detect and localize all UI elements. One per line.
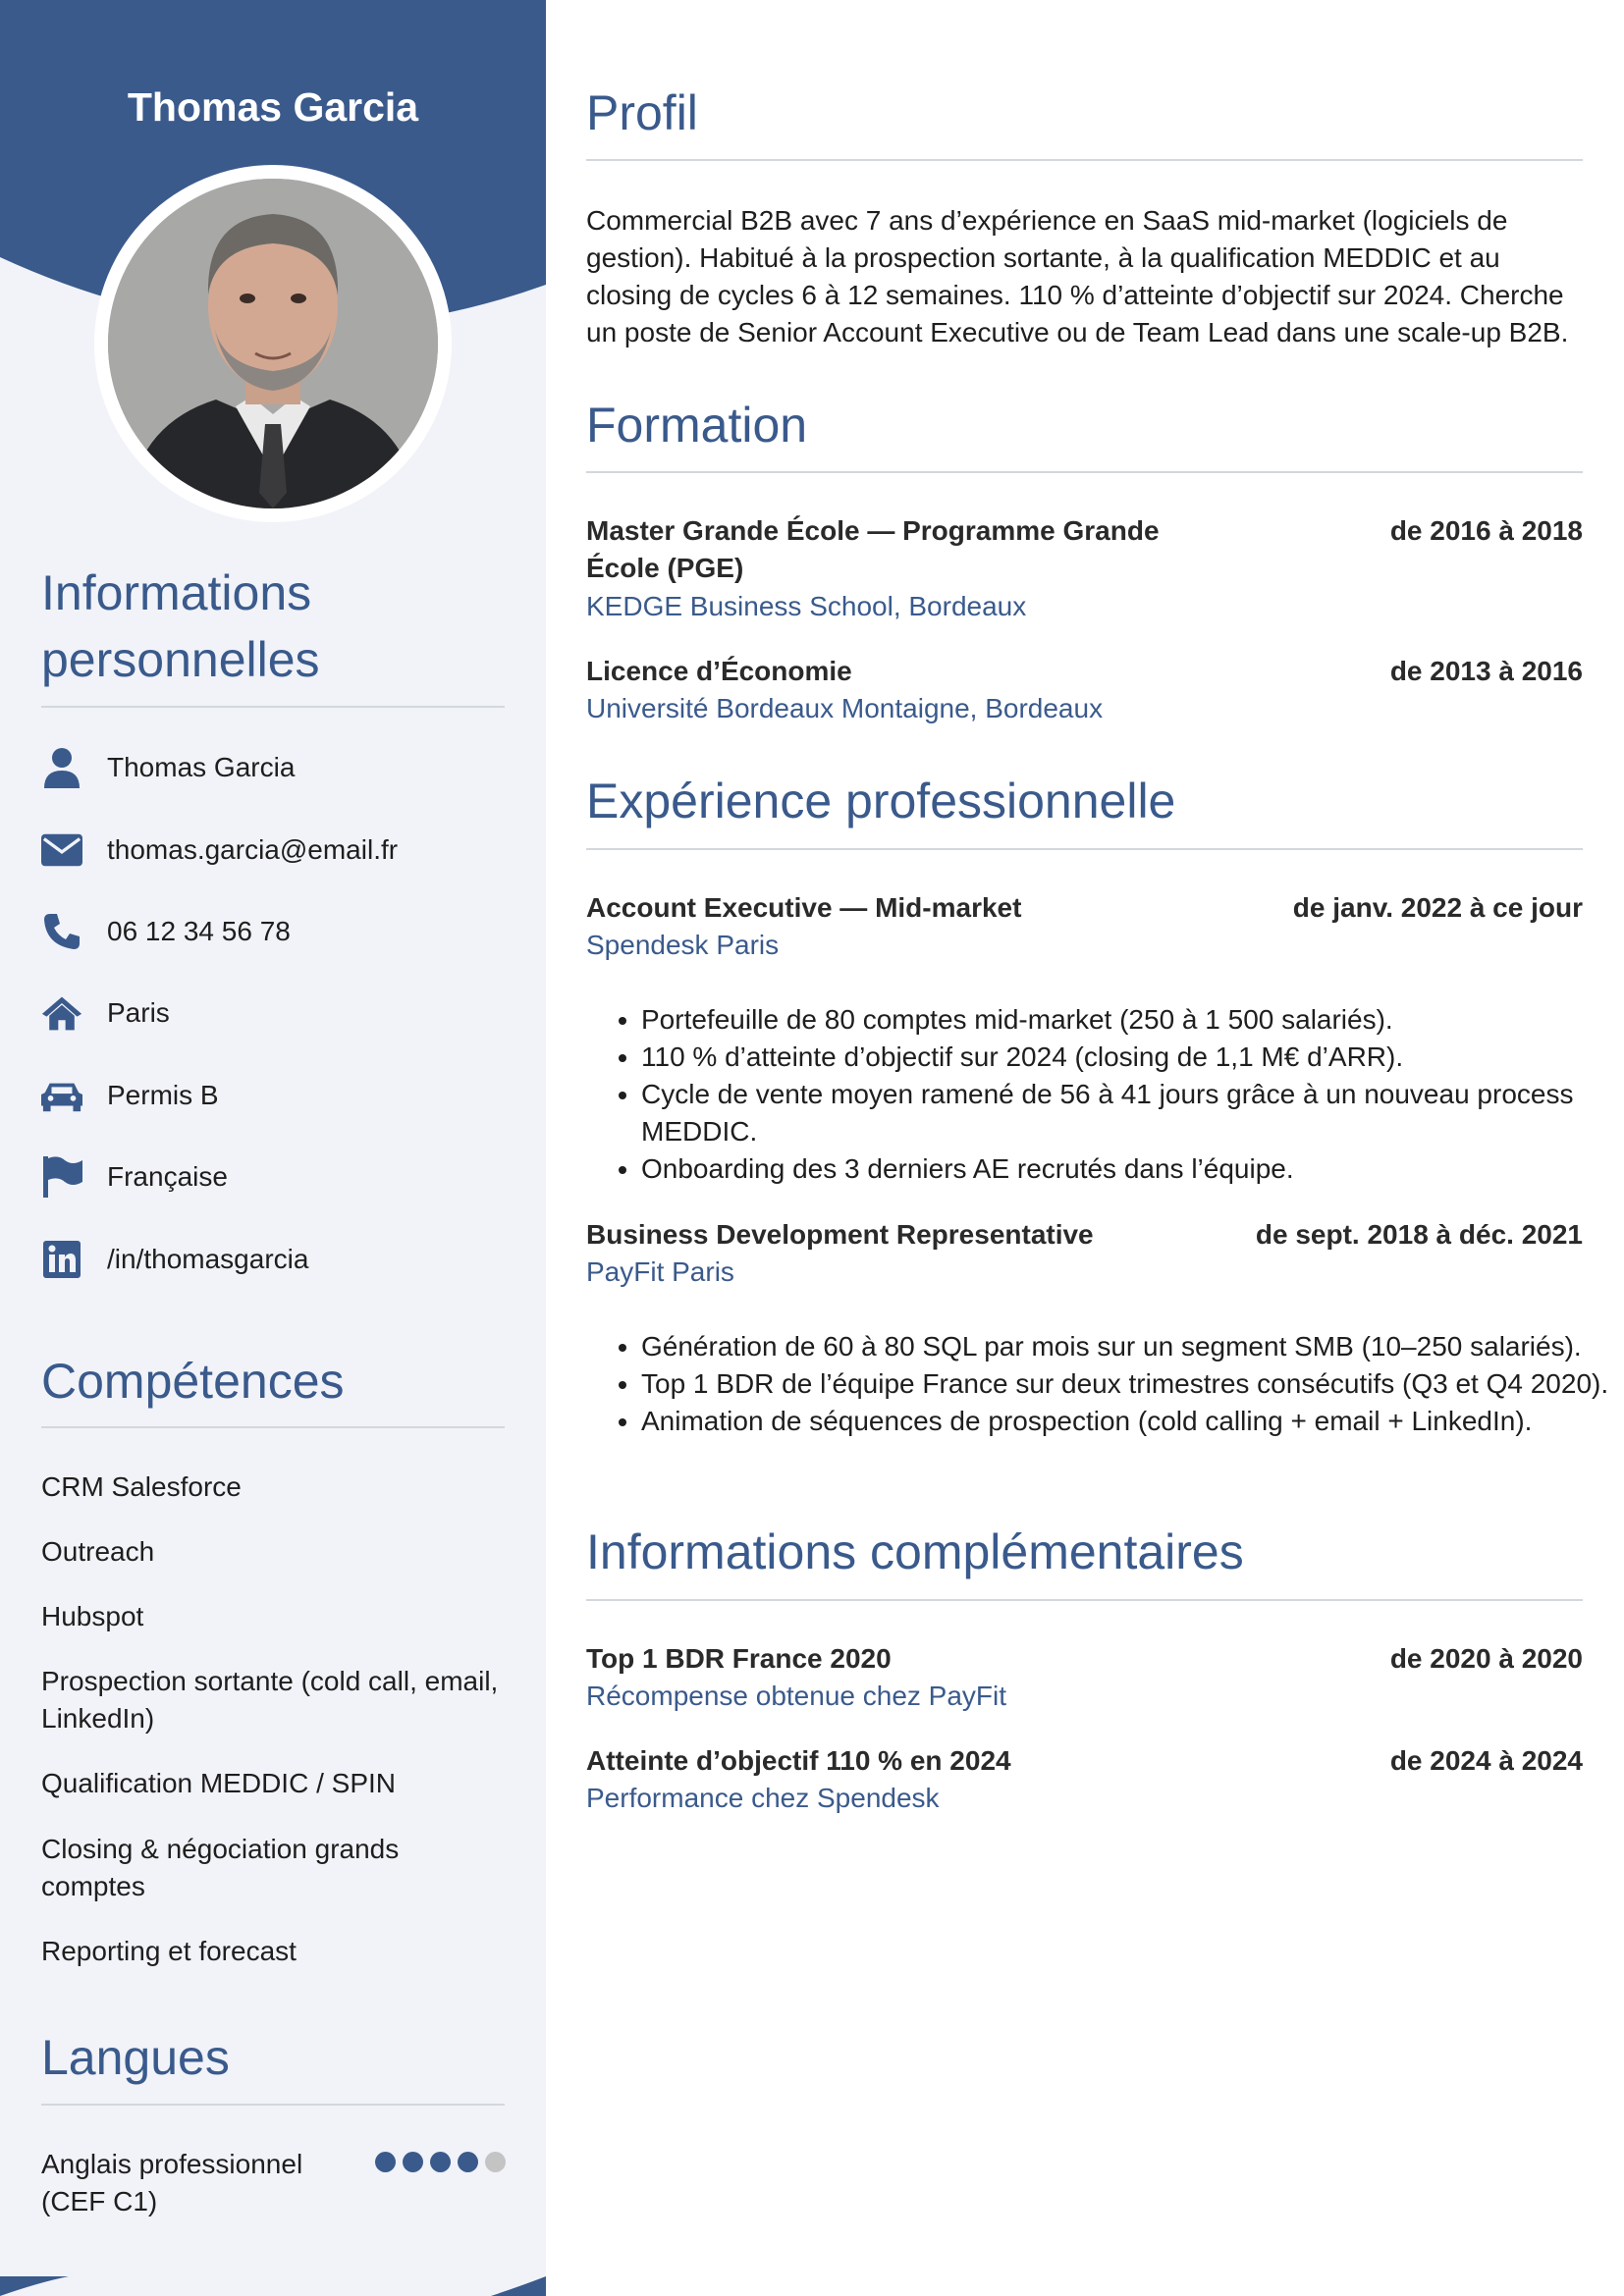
- level-dot-empty: [485, 2152, 506, 2172]
- contact-name-text: Thomas Garcia: [107, 752, 296, 782]
- profile-title: Profil: [586, 85, 698, 140]
- user-icon: [41, 747, 82, 788]
- education-title: Formation: [586, 398, 808, 453]
- experience-entry-company: PayFit Paris: [586, 1256, 734, 1287]
- extra-entry-title: Atteinte d’objectif 110 % en 2024: [586, 1745, 1011, 1776]
- skills-title: Compétences: [41, 1354, 345, 1409]
- skill-item: Outreach: [41, 1536, 155, 1567]
- skill-item: Reporting et forecast: [41, 1936, 297, 1966]
- education-entry-title: Master Grande École — Programme Grande École (PGE): [586, 515, 1160, 583]
- phone-icon: [41, 911, 82, 952]
- profile-photo-frame: [94, 165, 452, 522]
- contact-nationality: [41, 1153, 505, 1201]
- car-icon: [41, 1075, 82, 1116]
- skill-item: Prospection sortante (cold call, email, LinkedIn): [41, 1666, 499, 1734]
- education-entry-school: Université Bordeaux Montaigne, Bordeaux: [586, 693, 1104, 723]
- linkedin-icon: [41, 1239, 82, 1280]
- personal-info-title: Informations personnelles: [41, 565, 320, 687]
- contact-email-text[interactable]: thomas.garcia@email.fr: [107, 834, 399, 865]
- bullet-item: • 110 % d’atteinte d’objectif sur 2024 (closing de 1,1 M€ d’ARR).: [641, 1039, 1624, 1076]
- envelope-icon: [41, 829, 82, 871]
- contact-city-text: Paris: [107, 997, 170, 1028]
- skill-item: Closing & négociation grands comptes: [41, 1834, 400, 1901]
- level-dot-filled: [375, 2152, 396, 2172]
- bullet-item: • Animation de séquences de prospection (cold calling + email + LinkedIn).: [641, 1403, 1624, 1440]
- flag-icon: [41, 1156, 82, 1198]
- experience-entry-date: de sept. 2018 à déc. 2021: [1255, 1219, 1583, 1250]
- divider: [586, 159, 1583, 161]
- contact-license: [41, 1072, 505, 1119]
- divider: [586, 471, 1583, 473]
- skill-item: Qualification MEDDIC / SPIN: [41, 1768, 396, 1798]
- contact-linkedin[interactable]: [41, 1236, 505, 1283]
- experience-entry-title: Account Executive — Mid-market: [586, 892, 1022, 923]
- experience-bullets: [586, 1328, 1624, 1440]
- extra-entry-detail: Récompense obtenue chez PayFit: [586, 1681, 1007, 1711]
- contact-name: [41, 744, 505, 791]
- languages-title: Langues: [41, 2030, 230, 2085]
- skill-item: CRM Salesforce: [41, 1471, 242, 1502]
- extra-info-title: Informations complémentaires: [586, 1524, 1244, 1579]
- contact-phone-text[interactable]: 06 12 34 56 78: [107, 916, 291, 946]
- extra-entry-title: Top 1 BDR France 2020: [586, 1643, 892, 1674]
- contact-license-text: Permis B: [107, 1080, 219, 1110]
- contact-nationality-text: Française: [107, 1161, 228, 1192]
- divider: [586, 848, 1583, 850]
- home-icon: [41, 992, 82, 1034]
- bullet-item: • Onboarding des 3 derniers AE recrutés dans l’équipe.: [641, 1150, 1624, 1188]
- education-entry-school: KEDGE Business School, Bordeaux: [586, 591, 1027, 621]
- contact-phone[interactable]: [41, 908, 505, 955]
- bullet-item: • Cycle de vente moyen ramené de 56 à 41 jours grâce à un nouveau process MEDDIC.: [641, 1076, 1624, 1150]
- contact-linkedin-text[interactable]: /in/thomasgarcia: [107, 1244, 309, 1274]
- experience-entry-company: Spendesk Paris: [586, 930, 780, 960]
- education-entry-title: Licence d’Économie: [586, 656, 852, 686]
- experience-entry-title: Business Development Representative: [586, 1219, 1094, 1250]
- contact-city: [41, 989, 505, 1037]
- candidate-name: Thomas Garcia: [127, 84, 419, 130]
- divider: [586, 1599, 1583, 1601]
- sidebar: [0, 0, 546, 2296]
- bullet-item: • Génération de 60 à 80 SQL par mois sur un segment SMB (10–250 salariés).: [641, 1328, 1624, 1365]
- divider: [41, 2104, 505, 2106]
- extra-entry-detail: Performance chez Spendesk: [586, 1783, 940, 1813]
- divider: [41, 706, 505, 708]
- language-label: Anglais professionnel (CEF C1): [41, 2149, 303, 2216]
- language-level-rating: [375, 2152, 506, 2172]
- education-entry-date: de 2016 à 2018: [1389, 515, 1583, 546]
- level-dot-filled: [458, 2152, 478, 2172]
- profile-photo: [108, 179, 438, 508]
- experience-title: Expérience professionnelle: [586, 774, 1176, 828]
- contact-email[interactable]: [41, 827, 505, 874]
- level-dot-filled: [430, 2152, 451, 2172]
- extra-entry-date: de 2024 à 2024: [1389, 1745, 1583, 1776]
- experience-bullets: [586, 1001, 1624, 1188]
- profile-summary: Commercial B2B avec 7 ans d’expérience en SaaS mid-market (logiciels de gestion). Habitué à la prospection sortante, à la qualification MEDDIC et au closing de cycles 6 à 12 semaines. 110 % d’atteinte d’objectif sur 2024. Cherche un poste de Senior Account Executive ou de Team Lead dans une scale-up B2B.: [586, 205, 1569, 347]
- bullet-item: • Top 1 BDR de l’équipe France sur deux trimestres consécutifs (Q3 et Q4 2020).: [641, 1365, 1624, 1403]
- extra-entry-date: de 2020 à 2020: [1389, 1643, 1583, 1674]
- level-dot-filled: [403, 2152, 423, 2172]
- education-entry-date: de 2013 à 2016: [1389, 656, 1583, 686]
- bullet-item: • Portefeuille de 80 comptes mid-market (250 à 1 500 salariés).: [641, 1001, 1624, 1039]
- skill-item: Hubspot: [41, 1601, 144, 1631]
- divider: [41, 1426, 505, 1428]
- experience-entry-date: de janv. 2022 à ce jour: [1292, 892, 1583, 923]
- sidebar-bottom-accent: [0, 2276, 546, 2296]
